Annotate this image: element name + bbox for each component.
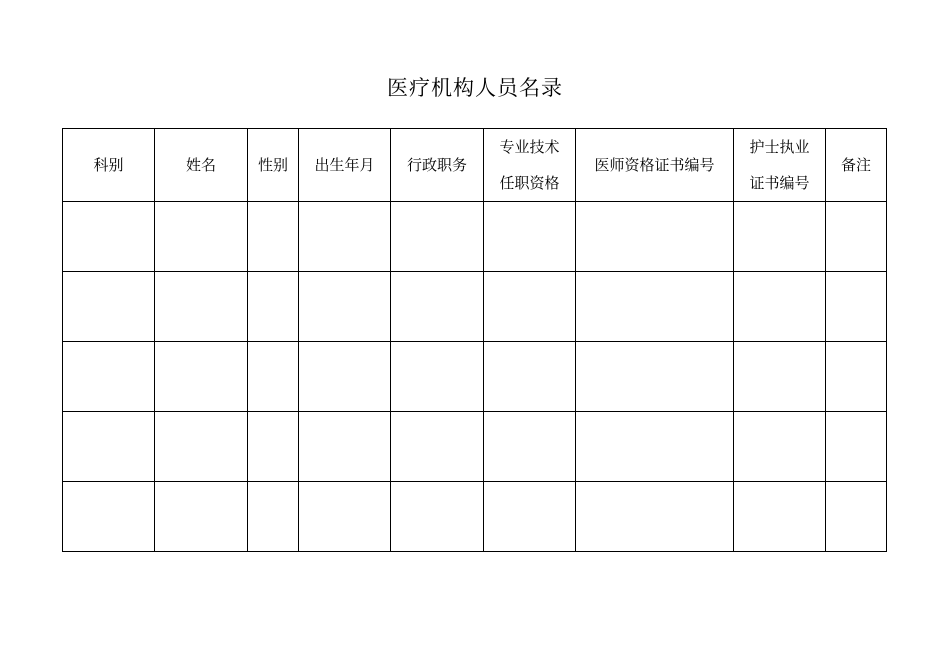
header-admin-position <box>391 129 484 202</box>
header-label: 医师资格证书编号 <box>594 156 715 174</box>
cell-nurse-license-number[interactable] <box>734 342 826 412</box>
header-label: 行政职务 <box>406 156 467 174</box>
cell-remarks[interactable] <box>826 482 887 552</box>
header-gender <box>248 129 299 202</box>
cell-remarks[interactable] <box>826 342 887 412</box>
header-label-line-1: 专业技术 <box>499 138 560 156</box>
cell-birth-date[interactable] <box>299 482 391 552</box>
cell-birth-date[interactable] <box>299 342 391 412</box>
cell-nurse-license-number[interactable] <box>734 412 826 482</box>
cell-professional-qualification[interactable] <box>484 272 576 342</box>
header-label: 出生年月 <box>314 156 375 174</box>
cell-remarks[interactable] <box>826 412 887 482</box>
cell-name[interactable] <box>155 272 248 342</box>
header-birth-date <box>299 129 391 202</box>
cell-department[interactable] <box>63 482 155 552</box>
cell-gender[interactable] <box>248 342 299 412</box>
cell-department[interactable] <box>63 342 155 412</box>
cell-remarks[interactable] <box>826 202 887 272</box>
cell-gender[interactable] <box>248 482 299 552</box>
header-label-line-1: 护士执业 <box>749 138 810 156</box>
cell-gender[interactable] <box>248 202 299 272</box>
cell-admin-position[interactable] <box>391 272 484 342</box>
cell-admin-position[interactable] <box>391 342 484 412</box>
cell-name[interactable] <box>155 342 248 412</box>
cell-name[interactable] <box>155 412 248 482</box>
header-row <box>63 129 887 202</box>
cell-department[interactable] <box>63 412 155 482</box>
cell-professional-qualification[interactable] <box>484 412 576 482</box>
table-row <box>63 202 887 272</box>
header-label: 性别 <box>257 156 288 174</box>
cell-physician-certificate-number[interactable] <box>576 412 734 482</box>
header-department <box>63 129 155 202</box>
cell-physician-certificate-number[interactable] <box>576 202 734 272</box>
header-label: 科别 <box>93 156 124 174</box>
header-remarks <box>826 129 887 202</box>
header-label: 姓名 <box>185 156 216 174</box>
cell-name[interactable] <box>155 482 248 552</box>
cell-birth-date[interactable] <box>299 412 391 482</box>
header-physician-certificate-number <box>576 129 734 202</box>
header-label-line-2: 证书编号 <box>749 174 810 192</box>
page-title: 医疗机构人员名录 <box>387 76 563 100</box>
cell-department[interactable] <box>63 272 155 342</box>
cell-name[interactable] <box>155 202 248 272</box>
table-row <box>63 412 887 482</box>
table-row <box>63 482 887 552</box>
cell-physician-certificate-number[interactable] <box>576 482 734 552</box>
table-body <box>63 202 887 552</box>
cell-birth-date[interactable] <box>299 272 391 342</box>
header-professional-qualification <box>484 129 576 202</box>
cell-admin-position[interactable] <box>391 412 484 482</box>
cell-gender[interactable] <box>248 272 299 342</box>
cell-nurse-license-number[interactable] <box>734 482 826 552</box>
cell-birth-date[interactable] <box>299 202 391 272</box>
header-label-line-2: 任职资格 <box>499 174 560 192</box>
cell-professional-qualification[interactable] <box>484 202 576 272</box>
table-row <box>63 272 887 342</box>
cell-remarks[interactable] <box>826 272 887 342</box>
cell-nurse-license-number[interactable] <box>734 202 826 272</box>
cell-professional-qualification[interactable] <box>484 482 576 552</box>
table-row <box>63 342 887 412</box>
cell-admin-position[interactable] <box>391 202 484 272</box>
header-label: 备注 <box>840 156 871 174</box>
header-name <box>155 129 248 202</box>
staff-roster-table <box>62 128 887 552</box>
cell-physician-certificate-number[interactable] <box>576 272 734 342</box>
cell-department[interactable] <box>63 202 155 272</box>
cell-professional-qualification[interactable] <box>484 342 576 412</box>
cell-admin-position[interactable] <box>391 482 484 552</box>
header-nurse-license-number <box>734 129 826 202</box>
cell-physician-certificate-number[interactable] <box>576 342 734 412</box>
cell-gender[interactable] <box>248 412 299 482</box>
cell-nurse-license-number[interactable] <box>734 272 826 342</box>
